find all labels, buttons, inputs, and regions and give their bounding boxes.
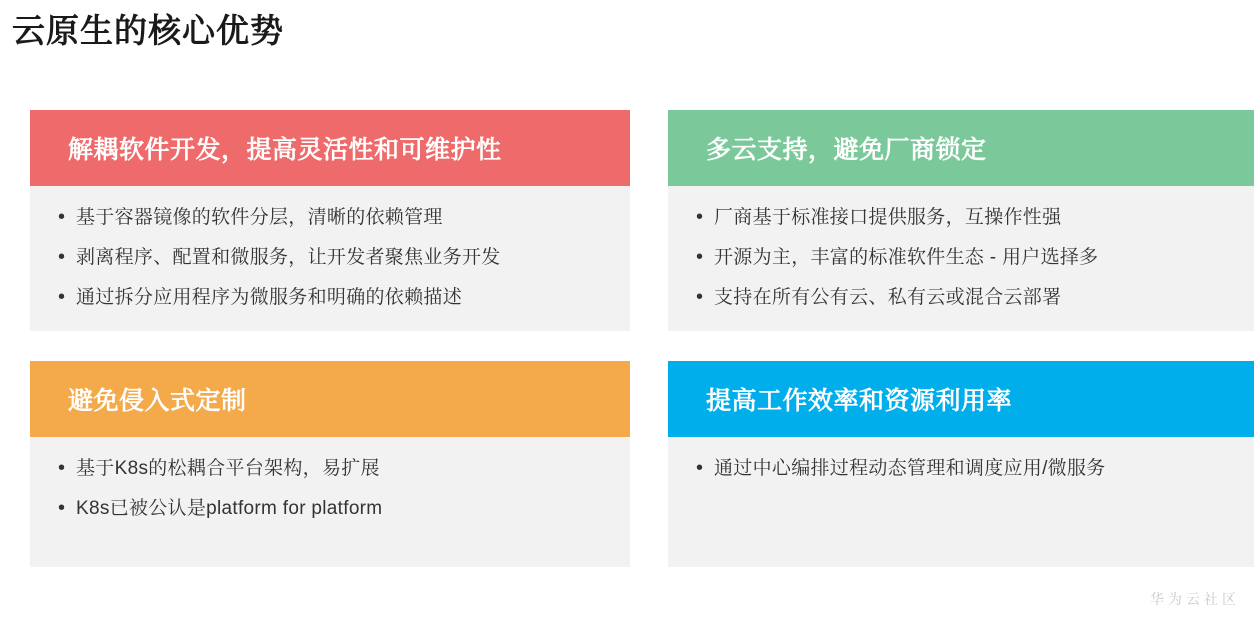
bullet-icon: • <box>696 457 704 479</box>
bullet-icon: • <box>696 246 704 268</box>
card-no-intrusive-customization <box>30 361 630 567</box>
card-multicloud <box>668 110 1254 331</box>
list-item-label: 开源为主，丰富的标准软件生态 - 用户选择多 <box>714 247 1099 268</box>
bullet-icon: • <box>58 206 66 228</box>
list-item <box>58 495 606 522</box>
bullet-icon: • <box>58 246 66 268</box>
card-header-label: 解耦软件开发，提高灵活性和可维护性 <box>68 136 502 164</box>
list-item <box>58 455 606 482</box>
list-item <box>58 244 606 271</box>
list-item-label: 基于容器镜像的软件分层，清晰的依赖管理 <box>76 207 443 228</box>
list-item-label: 剥离程序、配置和微服务，让开发者聚焦业务开发 <box>76 247 501 268</box>
card-decoupling <box>30 110 630 331</box>
card-body <box>30 437 630 567</box>
card-body <box>30 186 630 331</box>
cards-grid <box>30 110 1224 567</box>
card-body <box>668 437 1254 567</box>
list-item <box>696 204 1244 231</box>
list-item <box>58 204 606 231</box>
card-header-label: 提高工作效率和资源利用率 <box>706 387 1013 415</box>
bullet-icon: • <box>58 457 66 479</box>
list-item-label: 基于K8s的松耦合平台架构，易扩展 <box>76 458 380 479</box>
card-header <box>30 110 630 186</box>
list-item <box>696 455 1244 482</box>
page-title: 云原生的核心优势 <box>12 12 284 49</box>
card-efficiency <box>668 361 1254 567</box>
list-item <box>696 244 1244 271</box>
list-item-label: 通过中心编排过程动态管理和调度应用/微服务 <box>714 458 1106 479</box>
bullet-icon: • <box>58 497 66 519</box>
card-header <box>668 110 1254 186</box>
list-item-label: 支持在所有公有云、私有云或混合云部署 <box>714 287 1062 308</box>
list-item-label: 厂商基于标准接口提供服务，互操作性强 <box>714 207 1062 228</box>
bullet-icon: • <box>696 206 704 228</box>
card-header <box>30 361 630 437</box>
list-item <box>696 284 1244 311</box>
list-item-label: 通过拆分应用程序为微服务和明确的依赖描述 <box>76 287 463 308</box>
list-item-label: K8s已被公认是platform for platform <box>76 498 383 519</box>
watermark: 华为云社区 <box>1150 591 1240 607</box>
bullet-icon: • <box>696 286 704 308</box>
card-header <box>668 361 1254 437</box>
card-header-label: 避免侵入式定制 <box>68 387 247 415</box>
bullet-icon: • <box>58 286 66 308</box>
card-body <box>668 186 1254 331</box>
list-item <box>58 284 606 311</box>
card-header-label: 多云支持，避免厂商锁定 <box>706 136 987 164</box>
